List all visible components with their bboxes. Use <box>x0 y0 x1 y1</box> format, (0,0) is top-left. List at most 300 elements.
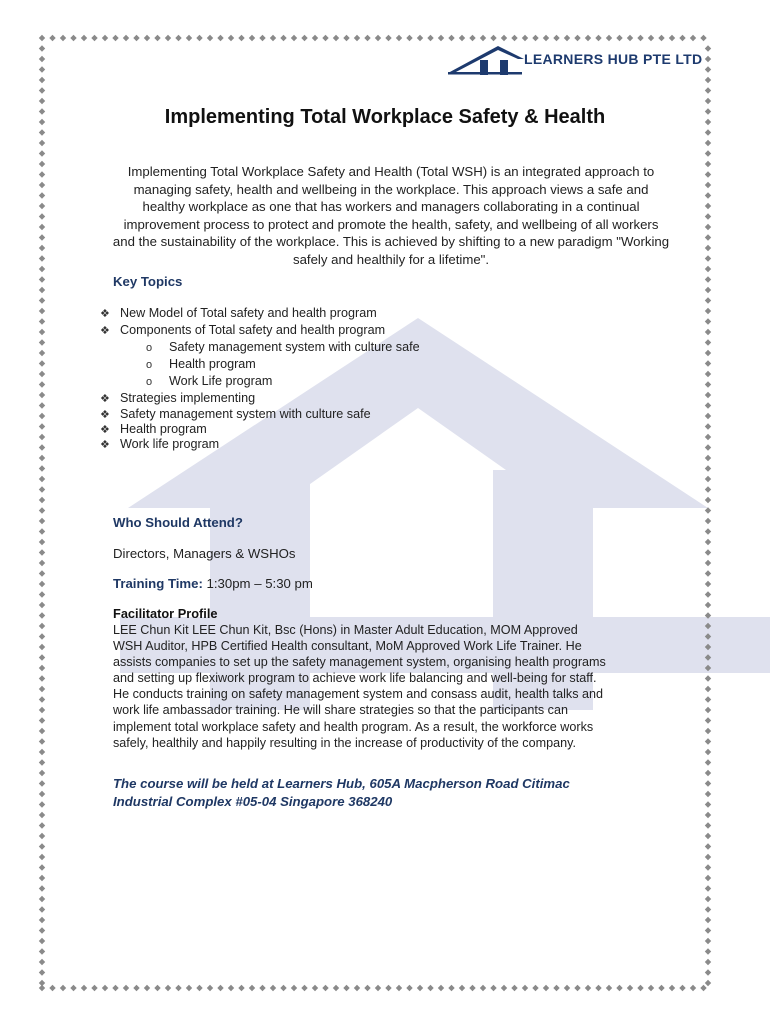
border-diamond <box>705 738 711 744</box>
border-diamond <box>501 35 507 41</box>
border-diamond <box>238 35 244 41</box>
border-diamond <box>154 35 160 41</box>
facilitator-line: He conducts training on safety management system and consass audit, health talks and <box>113 687 604 702</box>
border-diamond <box>396 985 402 991</box>
border-diamond <box>385 985 391 991</box>
border-diamond <box>705 812 711 818</box>
border-diamond <box>705 203 711 209</box>
list-item <box>100 421 207 437</box>
list-item <box>100 390 255 406</box>
border-diamond <box>705 864 711 870</box>
border-diamond <box>705 560 711 566</box>
border-diamond <box>501 985 507 991</box>
border-diamond <box>705 707 711 713</box>
venue-note <box>113 775 570 811</box>
border-diamond <box>705 717 711 723</box>
list-item <box>100 406 371 422</box>
intro-paragraph <box>92 163 690 269</box>
page-title: Implementing Total Workplace Safety & Health <box>164 106 606 128</box>
border-diamond <box>196 985 202 991</box>
border-diamond <box>39 738 45 744</box>
intro-line: and the sustainability of the workplace. This is achieved by shifting to a new paradigm "Working <box>112 234 670 250</box>
border-diamond <box>270 35 276 41</box>
border-diamond <box>705 245 711 251</box>
border-diamond <box>39 927 45 933</box>
border-diamond <box>39 203 45 209</box>
facilitator-line: WSH Auditor, HPB Certified Health consultant, MoM Approved Work Life Trainer. He <box>113 639 582 654</box>
border-diamond <box>238 985 244 991</box>
facilitator-heading: Facilitator Profile <box>113 606 218 621</box>
border-diamond <box>637 985 643 991</box>
border-diamond <box>595 35 601 41</box>
border-diamond <box>39 875 45 881</box>
border-diamond <box>705 276 711 282</box>
intro-line: Implementing Total Workplace Safety and Health (Total WSH) is an integrated approach to <box>127 164 655 179</box>
border-diamond <box>39 570 45 576</box>
border-diamond <box>186 985 192 991</box>
border-diamond <box>705 140 711 146</box>
border-diamond <box>39 318 45 324</box>
border-diamond <box>291 35 297 41</box>
border-diamond <box>60 985 66 991</box>
border-diamond <box>705 381 711 387</box>
border-diamond <box>249 35 255 41</box>
border-diamond <box>705 927 711 933</box>
border-diamond <box>705 413 711 419</box>
border-diamond <box>102 35 108 41</box>
border-diamond <box>322 985 328 991</box>
border-diamond <box>39 329 45 335</box>
border-diamond <box>417 985 423 991</box>
circle-bullet-icon: o <box>146 342 153 354</box>
border-diamond <box>39 234 45 240</box>
border-diamond <box>705 318 711 324</box>
border-diamond <box>333 35 339 41</box>
border-diamond <box>301 35 307 41</box>
border-diamond <box>228 35 234 41</box>
border-diamond <box>705 843 711 849</box>
border-diamond <box>39 675 45 681</box>
border-diamond <box>406 35 412 41</box>
border-diamond <box>39 759 45 765</box>
border-diamond <box>705 885 711 891</box>
border-diamond <box>39 245 45 251</box>
border-diamond <box>39 686 45 692</box>
border-diamond <box>705 434 711 440</box>
border-diamond <box>574 985 580 991</box>
topic-text: Work life program <box>120 437 220 451</box>
border-diamond <box>39 917 45 923</box>
border-diamond <box>39 423 45 429</box>
border-diamond <box>700 35 706 41</box>
border-diamond <box>448 35 454 41</box>
border-diamond <box>705 581 711 587</box>
border-diamond <box>705 308 711 314</box>
border-diamond <box>705 938 711 944</box>
border-diamond <box>39 98 45 104</box>
border-diamond <box>39 413 45 419</box>
border-diamond <box>39 633 45 639</box>
border-diamond <box>39 749 45 755</box>
border-diamond <box>648 35 654 41</box>
border-diamond <box>39 654 45 660</box>
border-diamond <box>705 150 711 156</box>
border-diamond <box>133 35 139 41</box>
intro-line: managing safety, health and wellbeing in the workplace. This approach views a safe and <box>133 181 649 197</box>
border-diamond <box>705 77 711 83</box>
border-diamond <box>154 985 160 991</box>
border-diamond <box>81 985 87 991</box>
border-diamond <box>39 864 45 870</box>
border-diamond <box>39 969 45 975</box>
border-diamond <box>175 35 181 41</box>
border-diamond <box>186 35 192 41</box>
border-diamond <box>39 581 45 587</box>
border-diamond <box>165 985 171 991</box>
topic-text: Health program <box>120 422 207 436</box>
border-diamond <box>705 402 711 408</box>
border-diamond <box>705 602 711 608</box>
border-diamond <box>705 906 711 912</box>
border-diamond <box>375 985 381 991</box>
border-diamond <box>39 66 45 72</box>
border-diamond <box>705 497 711 503</box>
border-diamond <box>207 35 213 41</box>
border-diamond <box>39 549 45 555</box>
facilitator-line: work life ambassador training. He will share strategies so that the participants can <box>113 703 568 718</box>
border-diamond <box>39 623 45 629</box>
border-diamond <box>39 350 45 356</box>
border-diamond <box>312 35 318 41</box>
border-diamond <box>39 980 45 986</box>
border-diamond <box>469 35 475 41</box>
training-time <box>113 576 313 591</box>
border-diamond <box>511 35 517 41</box>
border-diamond <box>39 696 45 702</box>
facilitator-line: safely, healthily and happily resulting in the increase of productivity of the company. <box>113 735 576 750</box>
border-diamond <box>39 591 45 597</box>
border-diamond <box>39 518 45 524</box>
border-diamond <box>564 985 570 991</box>
border-diamond <box>648 985 654 991</box>
border-diamond <box>705 56 711 62</box>
border-diamond <box>39 791 45 797</box>
border-diamond <box>705 539 711 545</box>
border-diamond <box>705 297 711 303</box>
company-name: LEARNERS HUB PTE LTD <box>524 51 703 67</box>
venue-line: Industrial Complex #05-04 Singapore 368240 <box>113 794 393 809</box>
border-diamond <box>705 591 711 597</box>
border-diamond <box>270 985 276 991</box>
border-diamond <box>705 675 711 681</box>
border-diamond <box>705 45 711 51</box>
facilitator-line: implement total workplace safety and health program. As a result, the workforce works <box>113 719 594 734</box>
border-diamond <box>301 985 307 991</box>
border-diamond <box>39 665 45 671</box>
border-diamond <box>280 35 286 41</box>
border-diamond <box>343 35 349 41</box>
key-topics-heading: Key Topics <box>113 274 183 289</box>
border-diamond <box>396 35 402 41</box>
border-diamond <box>343 985 349 991</box>
border-diamond <box>39 728 45 734</box>
border-diamond <box>658 985 664 991</box>
diamond-bullet-icon: ❖ <box>100 393 110 405</box>
border-diamond <box>364 985 370 991</box>
border-diamond <box>39 213 45 219</box>
border-diamond <box>39 171 45 177</box>
border-diamond <box>679 35 685 41</box>
border-diamond <box>705 444 711 450</box>
border-diamond <box>564 35 570 41</box>
who-should-attend-heading: Who Should Attend? <box>113 515 243 530</box>
border-diamond <box>679 985 685 991</box>
border-diamond <box>669 985 675 991</box>
border-diamond <box>91 35 97 41</box>
border-diamond <box>39 896 45 902</box>
border-diamond <box>616 35 622 41</box>
border-diamond <box>705 266 711 272</box>
border-diamond <box>532 985 538 991</box>
border-diamond <box>690 985 696 991</box>
border-diamond <box>39 476 45 482</box>
diamond-bullet-icon: ❖ <box>100 424 110 436</box>
border-diamond <box>459 35 465 41</box>
border-diamond <box>705 234 711 240</box>
border-diamond <box>705 192 711 198</box>
border-diamond <box>553 35 559 41</box>
border-diamond <box>39 444 45 450</box>
border-diamond <box>705 350 711 356</box>
border-diamond <box>705 980 711 986</box>
border-diamond <box>417 35 423 41</box>
border-diamond <box>705 917 711 923</box>
border-diamond <box>144 985 150 991</box>
border-diamond <box>705 749 711 755</box>
border-diamond <box>144 35 150 41</box>
border-diamond <box>469 985 475 991</box>
border-diamond <box>705 98 711 104</box>
topic-text: Components of Total safety and health program <box>120 323 386 337</box>
border-diamond <box>658 35 664 41</box>
border-diamond <box>123 985 129 991</box>
border-diamond <box>39 707 45 713</box>
border-diamond <box>705 518 711 524</box>
circle-bullet-icon: o <box>146 376 153 388</box>
border-diamond <box>705 455 711 461</box>
border-diamond <box>39 843 45 849</box>
border-diamond <box>39 308 45 314</box>
border-diamond <box>459 985 465 991</box>
border-diamond <box>39 255 45 261</box>
border-diamond <box>705 360 711 366</box>
border-diamond <box>705 959 711 965</box>
circle-bullet-icon: o <box>146 359 153 371</box>
border-diamond <box>39 717 45 723</box>
border-diamond <box>112 985 118 991</box>
border-diamond <box>102 985 108 991</box>
border-diamond <box>705 728 711 734</box>
border-diamond <box>705 791 711 797</box>
border-diamond <box>705 759 711 765</box>
border-diamond <box>532 35 538 41</box>
border-diamond <box>39 35 45 41</box>
border-diamond <box>705 612 711 618</box>
border-diamond <box>39 392 45 398</box>
border-diamond <box>165 35 171 41</box>
border-diamond <box>91 985 97 991</box>
border-diamond <box>39 77 45 83</box>
border-diamond <box>705 476 711 482</box>
border-diamond <box>427 35 433 41</box>
border-diamond <box>627 985 633 991</box>
border-diamond <box>375 35 381 41</box>
border-diamond <box>705 339 711 345</box>
border-diamond <box>490 35 496 41</box>
border-diamond <box>39 644 45 650</box>
border-diamond <box>705 182 711 188</box>
border-diamond <box>553 985 559 991</box>
border-diamond <box>705 486 711 492</box>
border-diamond <box>39 455 45 461</box>
border-diamond <box>690 35 696 41</box>
list-item <box>100 305 377 321</box>
border-diamond <box>280 985 286 991</box>
list-item <box>100 436 219 452</box>
border-diamond <box>39 602 45 608</box>
border-diamond <box>705 129 711 135</box>
border-diamond <box>39 465 45 471</box>
border-diamond <box>312 985 318 991</box>
border-diamond <box>81 35 87 41</box>
border-diamond <box>480 985 486 991</box>
border-diamond <box>217 985 223 991</box>
border-diamond <box>39 402 45 408</box>
border-diamond <box>39 938 45 944</box>
border-diamond <box>39 507 45 513</box>
border-diamond <box>70 35 76 41</box>
border-diamond <box>606 985 612 991</box>
border-diamond <box>39 276 45 282</box>
border-diamond <box>39 371 45 377</box>
border-diamond <box>705 833 711 839</box>
border-diamond <box>705 780 711 786</box>
border-diamond <box>49 985 55 991</box>
border-diamond <box>616 985 622 991</box>
border-diamond <box>705 549 711 555</box>
border-diamond <box>39 360 45 366</box>
topic-text: Strategies implementing <box>120 391 256 405</box>
venue-line: The course will be held at Learners Hub, 605A Macpherson Road Citimac <box>113 776 570 791</box>
border-diamond <box>39 287 45 293</box>
border-diamond <box>39 885 45 891</box>
training-time-label: Training Time: <box>113 576 203 591</box>
border-diamond <box>39 812 45 818</box>
border-diamond <box>39 182 45 188</box>
facilitator-profile <box>113 622 673 751</box>
border-diamond <box>259 35 265 41</box>
border-diamond <box>406 985 412 991</box>
list-item <box>100 322 385 338</box>
border-diamond <box>39 140 45 146</box>
border-diamond <box>39 381 45 387</box>
border-diamond <box>49 35 55 41</box>
list-item <box>146 339 420 355</box>
border-diamond <box>322 35 328 41</box>
border-diamond <box>39 833 45 839</box>
diamond-bullet-icon: ❖ <box>100 409 110 421</box>
topic-text: Work Life program <box>169 374 273 388</box>
border-diamond <box>39 801 45 807</box>
facilitator-line: and setting up flexiwork program to achieve work life balancing and well-being for staff. <box>113 671 597 686</box>
border-diamond <box>39 266 45 272</box>
border-diamond <box>354 35 360 41</box>
border-diamond <box>364 35 370 41</box>
border-diamond <box>595 985 601 991</box>
diamond-bullet-icon: ❖ <box>100 325 110 337</box>
border-diamond <box>39 434 45 440</box>
border-diamond <box>705 623 711 629</box>
who-should-attend-text: Directors, Managers & WSHOs <box>113 546 296 561</box>
border-diamond <box>705 969 711 975</box>
border-diamond <box>705 371 711 377</box>
border-diamond <box>39 854 45 860</box>
border-diamond <box>705 948 711 954</box>
border-diamond <box>705 213 711 219</box>
border-diamond <box>522 35 528 41</box>
border-diamond <box>705 896 711 902</box>
border-diamond <box>490 985 496 991</box>
training-time-value: 1:30pm – 5:30 pm <box>202 576 313 591</box>
border-diamond <box>705 875 711 881</box>
border-diamond <box>354 985 360 991</box>
border-diamond <box>705 507 711 513</box>
border-diamond <box>39 906 45 912</box>
intro-line: safely and healthily for a lifetime". <box>293 251 489 267</box>
border-diamond <box>705 633 711 639</box>
border-diamond <box>448 985 454 991</box>
border-diamond <box>39 45 45 51</box>
border-diamond <box>705 854 711 860</box>
border-diamond <box>543 985 549 991</box>
topic-text: Health program <box>169 357 256 371</box>
topic-text: Safety management system with culture safe <box>120 407 371 421</box>
intro-line: healthy workplace as one that has workers and managers collaborating in a continual <box>142 199 640 215</box>
border-diamond <box>249 985 255 991</box>
facilitator-line: LEE Chun Kit LEE Chun Kit, Bsc (Hons) in Master Adult Education, MOM Approved <box>113 623 578 637</box>
border-diamond <box>385 35 391 41</box>
border-diamond <box>585 35 591 41</box>
border-diamond <box>112 35 118 41</box>
border-diamond <box>39 192 45 198</box>
facilitator-line: assists companies to set up the safety management system, organising health programs <box>113 655 606 670</box>
border-diamond <box>705 161 711 167</box>
border-diamond <box>39 560 45 566</box>
border-diamond <box>427 985 433 991</box>
border-diamond <box>39 56 45 62</box>
border-diamond <box>39 87 45 93</box>
border-diamond <box>60 35 66 41</box>
border-diamond <box>705 392 711 398</box>
border-diamond <box>705 822 711 828</box>
border-diamond <box>39 948 45 954</box>
border-diamond <box>39 129 45 135</box>
border-diamond <box>291 985 297 991</box>
border-diamond <box>196 35 202 41</box>
topic-text: Safety management system with culture safe <box>169 340 420 354</box>
border-diamond <box>705 570 711 576</box>
border-diamond <box>39 770 45 776</box>
